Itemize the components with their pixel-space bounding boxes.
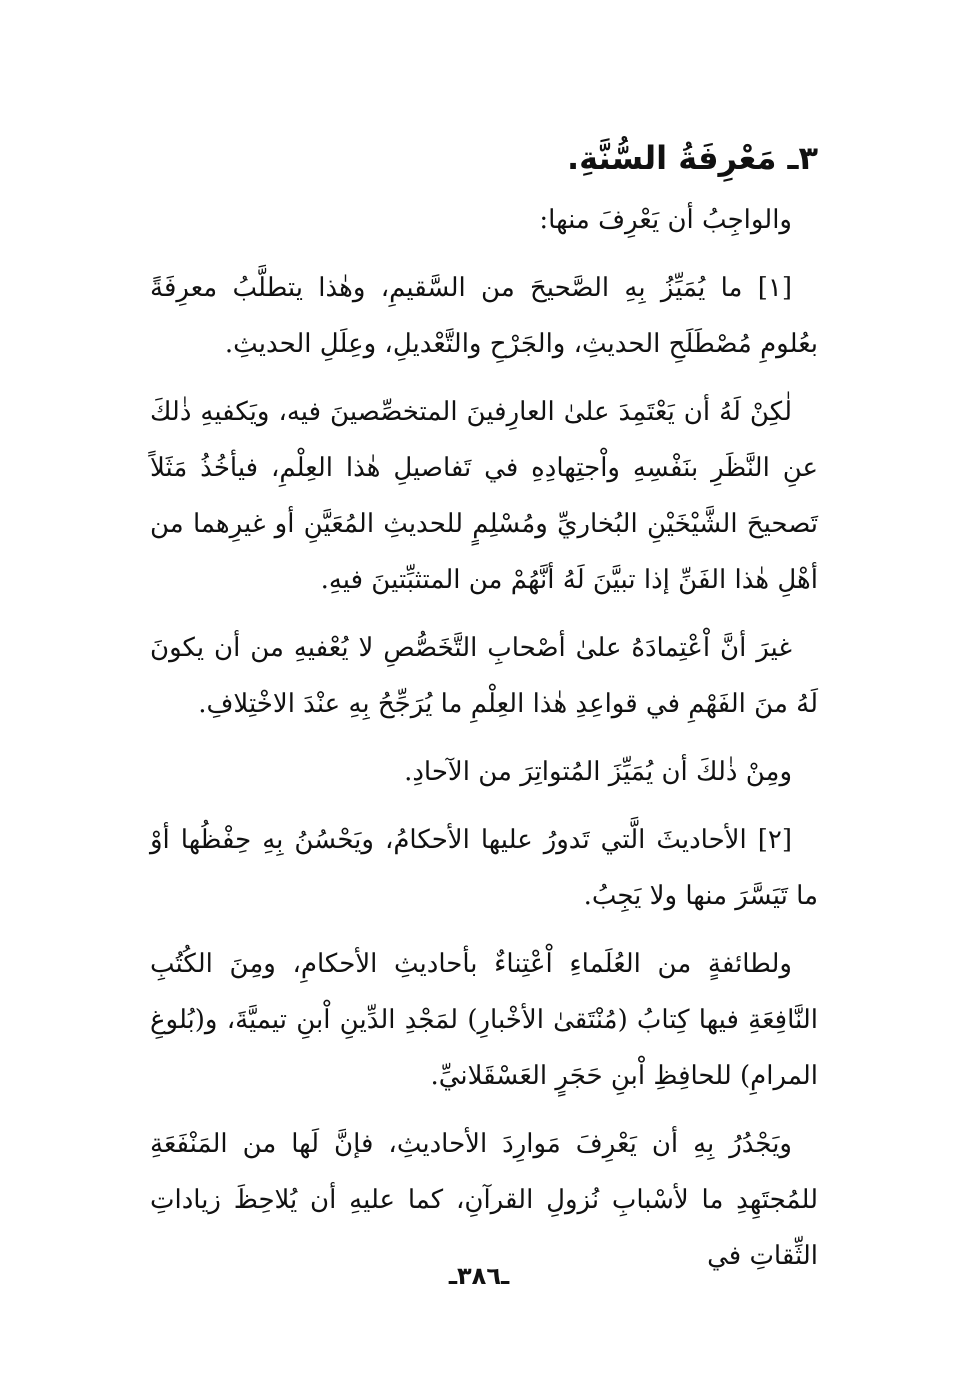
section-heading: ٣ـ مَعْرِفَةُ السُّنَّةِ. xyxy=(566,139,818,177)
paragraph-ahkam-books: ولطائفةٍ من العُلَماءِ اْعْتِناءٌ بأحاديثِ الأحكامِ، ومِنَ الكُتُبِ النَّافِعَةِ فيها كِتابُ (مُنْتَقىٰ الأخْبارِ) لمَجْدِ الدِّينِ اْبنِ تيميَّةَ، و(بُلوغِ المرامِ) للحافِظِ اْبنِ حَجَرٍ العَسْقَلانيِّ. xyxy=(150,949,818,1091)
paragraph-specialists: لٰكِنْ لَهُ أن يَعْتَمِدَ علىٰ العارِفينَ المتخصِّصينَ فيه، ويَكفيهِ ذٰلكَ عنِ النَّظَرِ بنَفْسِهِ واْجتِهادِهِ في تَفاصيلِ هٰذا العِلْمِ، فيأخُذُ مَثَلاً تَصحيحَ الشَّيْخَيْنِ البُخاريِّ ومُسْلِمٍ للحديثِ المُعَيَّنِ أو غيرِهما من أهْلِ هٰذا الفَنِّ إذا تبيَّنَ لَهُ أنَّهُمْ من المتثبِّتينَ فيهِ. xyxy=(150,397,818,595)
page-number: ـ٣٨٦ـ xyxy=(448,1262,510,1290)
paragraph-item-1: [١] ما يُمَيِّزُ بِهِ الصَّحيحَ من السَّقيمِ، وهٰذا يتطلَّبُ معرِفَةً بعُلومِ مُصْطَلَحِ الحديثِ، والجَرْحِ والتَّعْديلِ، وعِلَلِ الحديثِ. xyxy=(150,273,818,359)
paragraph-mutawatir: ومِنْ ذٰلكَ أن يُمَيِّزَ المُتواتِرَ من الآحادِ. xyxy=(404,757,792,787)
page-body xyxy=(150,130,818,1296)
paragraph-intro: والواجِبُ أن يَعْرِفَ منها: xyxy=(539,205,792,235)
paragraph-item-2: [٢] الأحاديثَ الَّتي تَدورُ عليها الأحكامُ، ويَحْسُنُ بِهِ حِفْظُها أوْ ما تَيَسَّرَ منها ولا يَجِبُ. xyxy=(150,825,818,911)
paragraph-understanding: غيرَ أنَّ اْعْتِمادَهُ علىٰ أصْحابِ التَّخَصُّصِ لا يُعْفيهِ من أن يكونَ لَهُ منَ الفَهْمِ في قواعِدِ هٰذا العِلْمِ ما يُرَجِّحُ بِهِ عنْدَ الاخْتِلافِ. xyxy=(150,633,818,719)
paragraph-hadith-contexts: ويَجْدُرُ بِهِ أن يَعْرِفَ مَوارِدَ الأحاديثِ، فإنَّ لَها من المَنْفَعَةِ للمُجتَهِدِ ما لأسْبابِ نُزولِ القرآنِ، كما عليهِ أن يُلاحِظَ زياداتِ الثِّقاتِ في xyxy=(150,1129,818,1271)
